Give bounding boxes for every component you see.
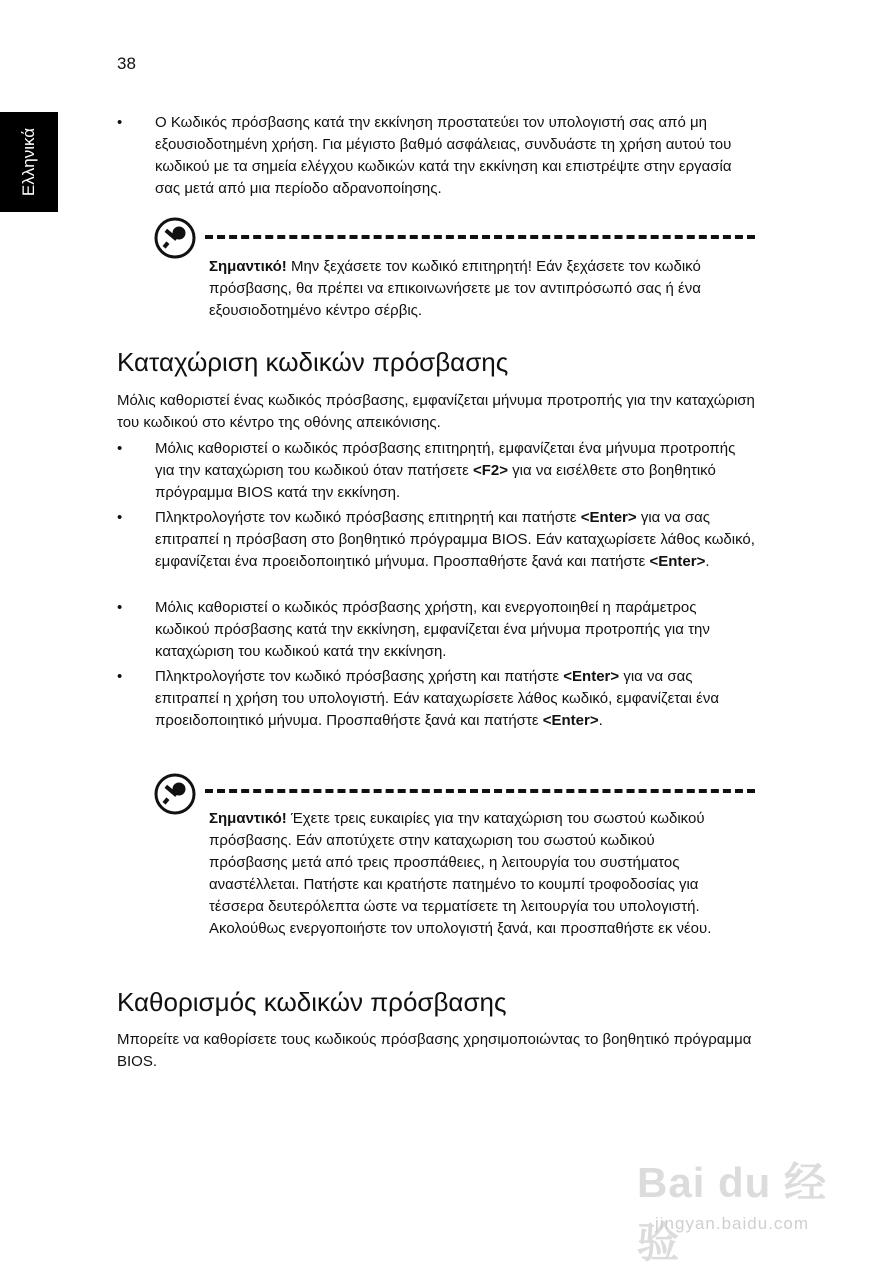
watermark-brand: Bai du 经验 — [637, 1159, 828, 1266]
list-item: Πληκτρολογήστε τον κωδικό πρόσβασης επιτηρητή και πατήστε <Enter> για να σας επιτραπεί η πρόσβαση στο βοηθητικό πρόγραμμα BIOS. Εάν καταχωρίσετε λάθος κωδικό, εμφανίζεται ένα προειδοποιητικό μήνυμα. Προσπαθήστε ξανά και πατήστε <Enter>. — [155, 509, 755, 570]
bullet-marker: • — [117, 114, 123, 131]
note-label: Σημαντικό! — [209, 810, 287, 827]
key-icon — [153, 216, 197, 260]
key-icon — [153, 772, 197, 816]
note-important — [209, 256, 734, 322]
baidu-watermark — [625, 1142, 845, 1266]
list-item: Μόλις καθοριστεί ο κωδικός πρόσβασης χρήστη, και ενεργοποιηθεί η παράμετρος κωδικού πρόσβασης κατά την εκκίνηση, εμφανίζεται ένα μήνυμα προτροπής για την καταχώριση του κωδικού κατά την εκκίνηση. — [155, 599, 710, 660]
watermark-url: jingyan.baidu.com — [655, 1214, 810, 1233]
bullet-marker: • — [117, 668, 123, 685]
bullet-marker: • — [117, 440, 123, 457]
list-item: Μόλις καθοριστεί ο κωδικός πρόσβασης επιτηρητή, εμφανίζεται ένα μήνυμα προτροπής για την καταχώριση του κωδικού όταν πατήσετε <F2> για να εισέλθετε στο βοηθητικό πρόγραμμα BIOS κατά την εκκίνηση. — [155, 440, 736, 501]
section-heading-setting-passwords: Καθορισμός κωδικών πρόσβασης — [117, 987, 507, 1017]
note-divider — [205, 235, 755, 239]
page-number: 38 — [117, 54, 136, 73]
bullet-marker: • — [117, 509, 123, 526]
note-divider — [205, 789, 755, 793]
note-body: Μην ξεχάσετε τον κωδικό επιτηρητή! Εάν ξεχάσετε τον κωδικό πρόσβασης, θα πρέπει να επικοινωνήσετε με τον αντιπρόσωπό σας ή ένα εξουσιοδοτημένο κέντρο σέρβις. — [209, 258, 701, 319]
note-important — [209, 808, 734, 940]
language-side-tab — [0, 112, 58, 212]
section-heading-entering-passwords: Καταχώριση κωδικών πρόσβασης — [117, 347, 509, 377]
section-intro: Μόλις καθοριστεί ένας κωδικός πρόσβασης, εμφανίζεται μήνυμα προτροπής για την καταχώριση του κωδικού στο κέντρο της οθόνης απεικόνισης. — [117, 392, 755, 431]
section-intro: Μπορείτε να καθορίσετε τους κωδικούς πρόσβασης χρησιμοποιώντας το βοηθητικό πρόγραμμα BIOS. — [117, 1031, 752, 1070]
note-body: Έχετε τρεις ευκαιρίες για την καταχώριση του σωστού κωδικού πρόσβασης. Εάν αποτύχετε στην καταχωριση του σωστού κωδικού πρόσβασης μετά από τρεις προσπάθειες, η λειτουργία του συστήματος αναστέλλεται. Πατήστε και κρατήστε πατημένο το κουμπί τροφοδοσίας για τέσσερα δευτερόλεπτα ώστε να τερματίσετε τη λειτουργία του υπολογιστή. Ακολούθως ενεργοποιήστε τον υπολογιστή ξανά, και προσπαθήστε εκ νέου. — [209, 810, 712, 937]
list-item: Πληκτρολογήστε τον κωδικό πρόσβασης χρήστη και πατήστε <Enter> για να σας επιτραπεί η χρήση του υπολογιστή. Εάν καταχωρίσετε λάθος κωδικό, εμφανίζεται ένα προειδοποιητικό μήνυμα. Προσπαθήστε ξανά και πατήστε <Enter>. — [155, 668, 720, 729]
intro-bullet-text: Ο Κωδικός πρόσβασης κατά την εκκίνηση προστατεύει τον υπολογιστή σας από μη εξουσιοδοτημένη χρήση. Για μέγιστο βαθμό ασφάλειας, συνδυάστε τη χρήση αυτού του κωδικού με τα σημεία ελέγχου κωδικών κατά την εκκίνηση και επιστρέψτε στην εργασία σας μετά από μια περίοδο αδρανοποίησης. — [155, 114, 732, 197]
side-tab-label: Ελληνικά — [19, 127, 38, 197]
bullet-marker: • — [117, 599, 123, 616]
note-label: Σημαντικό! — [209, 258, 287, 275]
